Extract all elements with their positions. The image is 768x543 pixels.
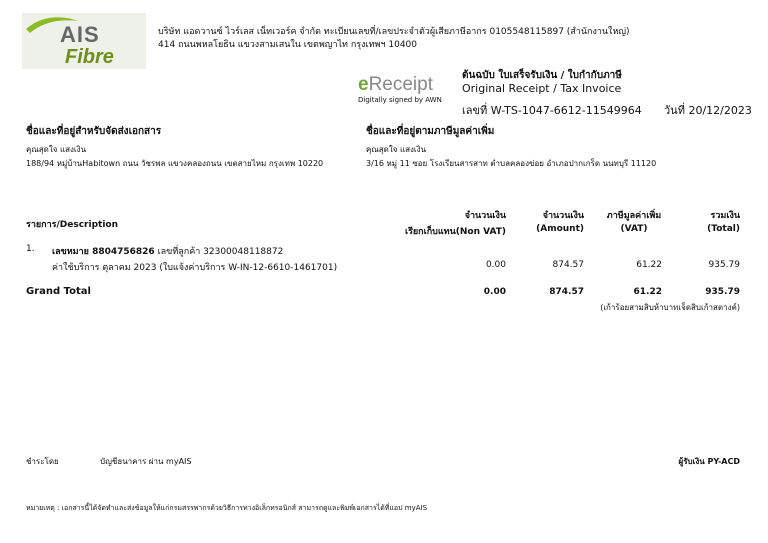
col-nonvat-1: จำนวนเงิน: [464, 211, 506, 221]
item-total: 935.79: [708, 260, 740, 270]
col-description: รายการ/Description: [26, 220, 118, 230]
digitally-signed-label: Digitally signed by AWN: [358, 96, 442, 104]
company-info-line2: 414 ถนนพหลโยธิน แขวงสามเสนใน เขตพญาไท กรุงเทพฯ 10400: [158, 40, 418, 50]
grand-amount: 874.57: [549, 287, 584, 297]
paid-by-label: ชำระโดย: [26, 457, 59, 466]
paid-by-value: บัญชีธนาคาร ผ่าน myAIS: [100, 457, 192, 466]
col-vat-2: (VAT): [620, 224, 648, 234]
doc-date: 20/12/2023: [688, 104, 752, 117]
company-info-line1: บริษัท แอดวานซ์ ไวร์เลส เน็ทเวอร์ค จำกัด ทะเบียนเลขที่/เลขประจำตัวผู้เสียภาษีอากร 0105548115897 (สำนักงานใหญ่): [158, 27, 630, 37]
item-phone-number: เลขหมาย 8804756826: [52, 247, 155, 257]
vat-address: 3/16 หมู่ 11 ซอย โรงเรียนสารสาท ตำบลคลองข่อย อำเภอปากเกร็ด นนทบุรี 11120: [366, 159, 657, 168]
item-amount: 874.57: [552, 260, 584, 270]
grand-total-in-words: (เก้าร้อยสามสิบห้าบาทเจ็ดสิบเก้าสตางค์): [600, 303, 740, 312]
doc-number-block: [462, 101, 642, 119]
vat-address-name: คุณสุดใจ แสงเงิน: [366, 145, 427, 154]
item-vat: 61.22: [636, 260, 662, 270]
item-line2: ค่าใช้บริการ ตุลาคม 2023 (ใบแจ้งค่าบริการ W-IN-12-6610-1461701): [52, 263, 338, 273]
grand-total: 935.79: [705, 287, 740, 297]
col-nonvat-2: เรียกเก็บแทน(Non VAT): [405, 227, 506, 237]
doc-date-label: วันที่: [664, 104, 685, 117]
col-amount-1: จำนวนเงิน: [542, 211, 584, 221]
col-vat-1: ภาษีมูลค่าเพิ่ม: [606, 211, 662, 221]
col-total-2: (Total): [707, 224, 740, 234]
item-customer-number: เลขที่ลูกค้า 32300048118872: [157, 247, 284, 257]
doc-title-th: ต้นฉบับ ใบเสร็จรับเงิน / ใบกำกับภาษี: [462, 70, 622, 81]
doc-number-label: เลขที่: [462, 104, 488, 117]
grand-total-label: Grand Total: [26, 286, 91, 297]
col-total-1: รวมเงิน: [710, 211, 740, 221]
mailing-heading: ชื่อและที่อยู่สำหรับจัดส่งเอกสาร: [26, 126, 162, 137]
mailing-name: คุณสุดใจ แสงเงิน: [26, 145, 87, 154]
grand-nonvat: 0.00: [483, 287, 506, 297]
receiver: ผู้รับเงิน PY-ACD: [678, 457, 740, 466]
doc-number: W-TS-1047-6612-11549964: [490, 104, 642, 117]
item-nonvat: 0.00: [485, 260, 506, 270]
vat-address-heading: ชื่อและที่อยู่ตามภาษีมูลค่าเพิ่ม: [366, 126, 495, 137]
item-number: 1.: [26, 244, 35, 254]
footer-note: หมายเหตุ : เอกสารนี้ได้จัดทำและส่งข้อมูลให้แก่กรมสรรพากรด้วยวิธีการทางอิเล็กทรอนิกส์ สามารถดูและพิมพ์เอกสารได้ที่แอป myAIS: [26, 504, 428, 512]
grand-vat: 61.22: [633, 287, 662, 297]
col-amount-2: (Amount): [536, 224, 584, 234]
ereceipt-e-icon: e: [358, 74, 369, 95]
ereceipt-brand: Receipt: [368, 74, 433, 95]
ereceipt-logo: [358, 74, 433, 96]
doc-title-en: Original Receipt / Tax Invoice: [462, 82, 622, 95]
doc-date-block: [664, 101, 752, 119]
ais-logo-text: AIS: [60, 22, 100, 47]
mailing-address: 188/94 หมู่บ้านHabitown ถนน วัชรพล แขวงคลองถนน เขตสายไหม กรุงเทพ 10220: [26, 159, 324, 168]
fibre-logo-text: Fibre: [65, 46, 114, 68]
item-line1: [52, 244, 283, 258]
